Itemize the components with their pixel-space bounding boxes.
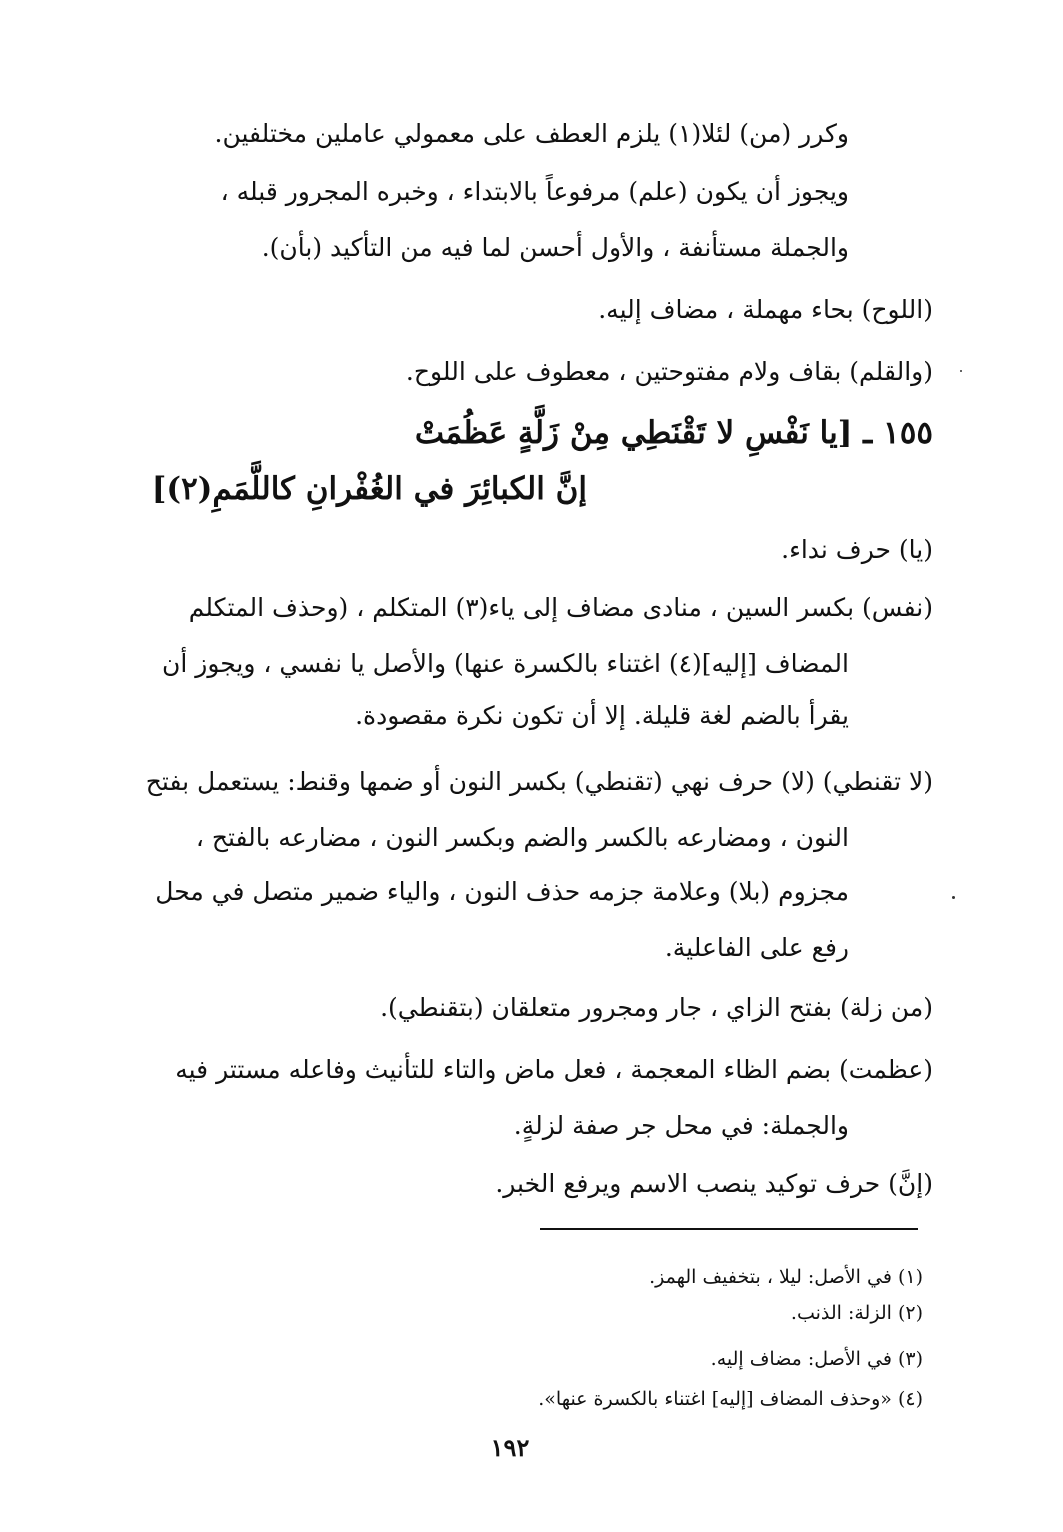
text-line: (يا) حرف نداء.: [781, 535, 933, 564]
footnote: (٢) الزلة: الذنب.: [790, 1302, 923, 1324]
scan-speck: [952, 896, 955, 899]
text-line: (والقلم) بقاف ولام مفتوحتين ، معطوف على اللوح.: [405, 357, 933, 386]
text-line: المضاف [إليه](٤) اغتناء بالكسرة عنها) والأصل يا نفسي ، ويجوز أن: [162, 649, 849, 678]
text-line: رفع على الفاعلية.: [664, 933, 849, 962]
text-line: ويجوز أن يكون (علم) مرفوعاً بالابتداء ، وخبره المجرور قبله ،: [220, 177, 849, 206]
footnote: (١) في الأصل: ليلا ، بتخفيف الهمز.: [649, 1266, 923, 1288]
verse-first-hemistich: ١٥٥ ـ [يا نَفْسِ لا تَقْنَطِي مِنْ زَلَّةٍ عَظُمَتْ: [414, 415, 933, 451]
footnote: (٤) «وحذف المضاف [إليه] اغتناء بالكسرة عنها».: [538, 1388, 923, 1410]
scan-speck: [960, 370, 962, 372]
footnote-separator: [540, 1228, 918, 1230]
text-line: (عظمت) بضم الظاء المعجمة ، فعل ماض والتاء للتأنيث وفاعله مستتر فيه: [175, 1055, 933, 1084]
text-line: مجزوم (بلا) وعلامة جزمه حذف النون ، والياء ضمير متصل في محل: [155, 877, 849, 906]
text-line: (لا تقنطي) (لا) حرف نهي (تقنطي) بكسر النون أو ضمها وقنط: يستعمل بفتح: [145, 767, 933, 796]
text-line: (اللوح) بحاء مهملة ، مضاف إليه.: [598, 295, 933, 324]
text-line: وكرر (من) لئلا(١) يلزم العطف على معمولي عاملين مختلفين.: [214, 119, 849, 148]
footnote: (٣) في الأصل: مضاف إليه.: [710, 1348, 923, 1370]
text-line: والجملة مستأنفة ، والأول أحسن لما فيه من التأكيد (بأن).: [261, 233, 849, 262]
text-line: والجملة: في محل جر صفة لزلةٍ.: [513, 1111, 849, 1140]
text-line: (إنَّ) حرف توكيد ينصب الاسم ويرفع الخبر.: [495, 1169, 933, 1198]
text-line: (نفس) بكسر السين ، منادى مضاف إلى ياء(٣) المتكلم ، (وحذف المتكلم: [188, 593, 933, 622]
verse-second-hemistich: إنَّ الكبائِرَ في الغُفْرانِ كاللَّمَمِ(٢)]: [151, 471, 587, 507]
text-line: يقرأ بالضم لغة قليلة. إلا أن تكون نكرة مقصودة.: [355, 701, 849, 730]
text-line: (من زلة) بفتح الزاي ، جار ومجرور متعلقان (بتقنطي).: [380, 993, 933, 1022]
text-line: النون ، ومضارعه بالكسر والضم وبكسر النون ، مضارعه بالفتح ،: [195, 823, 849, 852]
page-number: ١٩٢: [490, 1433, 530, 1462]
